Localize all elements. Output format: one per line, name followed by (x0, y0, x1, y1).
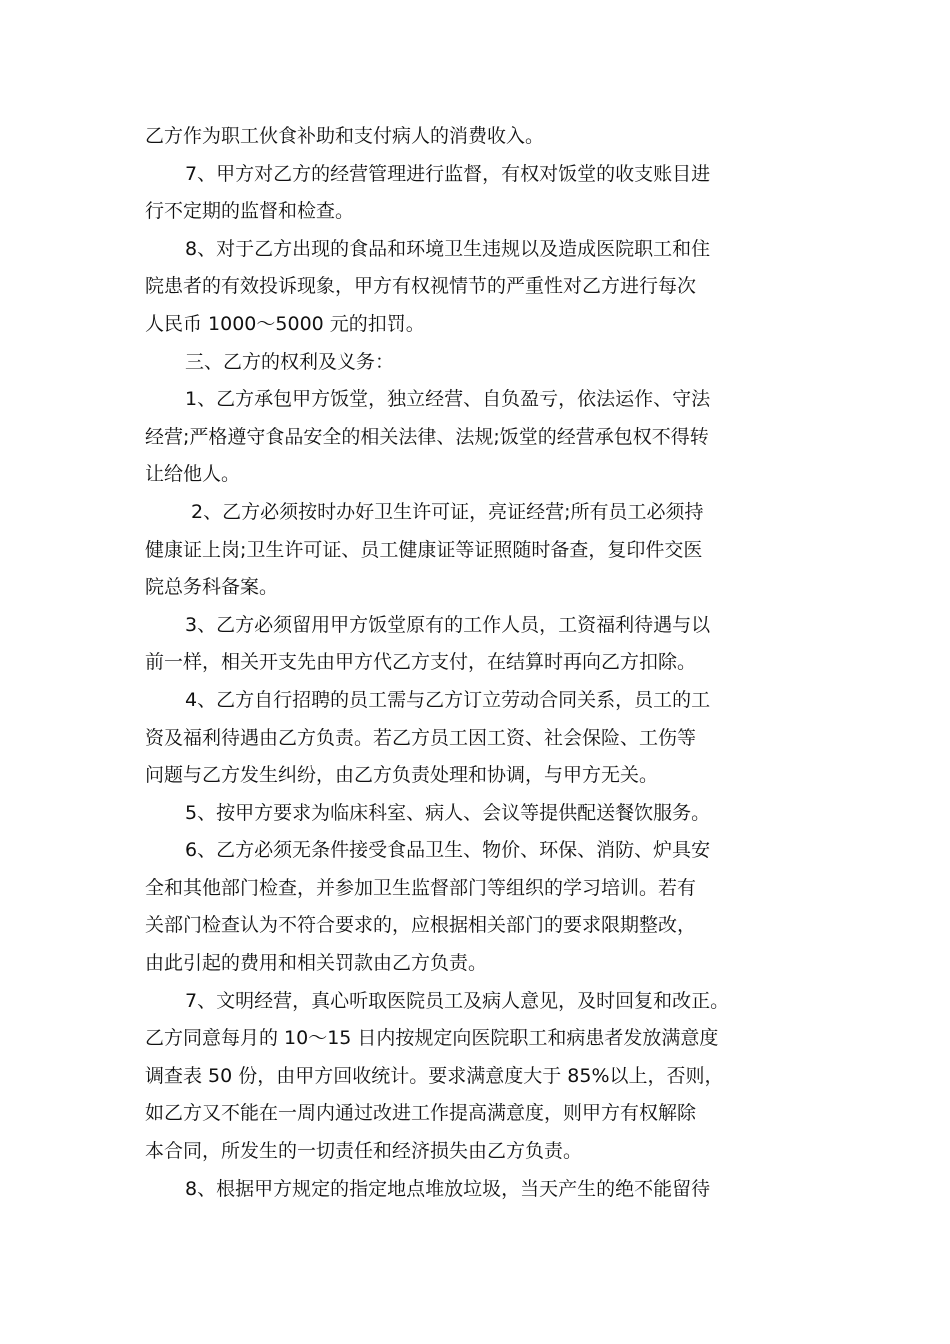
duty-8-first-line: 8、根据甲方规定的指定地点堆放垃圾，当天产生的绝不能留待 (185, 1177, 711, 1200)
text-line: 乙方作为职工伙食补助和支付病人的消费收入。 (145, 125, 545, 147)
text-line: 院总务科备案。 (145, 576, 279, 599)
duty-1-first-line: 1、乙方承包甲方饭堂，独立经营、自负盈亏，依法运作、守法 (185, 388, 711, 411)
duty-2-first-line: 2、乙方必须按时办好卫生许可证，亮证经营;所有员工必须持 (191, 500, 704, 523)
duty-6-first-line: 6、乙方必须无条件接受食品卫生、物价、环保、消防、炉具安 (185, 839, 711, 862)
text-line: 全和其他部门检查，并参加卫生监督部门等组织的学习培训。若有 (145, 876, 697, 899)
text-line: 人民币 1000～5000 元的扣罚。 (145, 312, 425, 335)
duty-7-first-line: 7、文明经营，真心听取医院员工及病人意见，及时回复和改正。 (185, 989, 730, 1012)
text-line: 关部门检查认为不符合要求的，应根据相关部门的要求限期整改， (145, 914, 697, 937)
clause-7-first-line: 7、甲方对乙方的经营管理进行监督，有权对饭堂的收支账目进 (185, 162, 711, 185)
text-line: 由此引起的费用和相关罚款由乙方负责。 (145, 952, 488, 975)
duty-4-first-line: 4、乙方自行招聘的员工需与乙方订立劳动合同关系，员工的工 (185, 688, 711, 711)
text-line: 让给他人。 (145, 463, 241, 486)
duty-3-first-line: 3、乙方必须留用甲方饭堂原有的工作人员，工资福利待遇与以 (185, 613, 711, 636)
document-page (145, 118, 825, 1208)
text-line: 资及福利待遇由乙方负责。若乙方员工因工资、社会保险、工伤等 (145, 726, 697, 749)
clause-8-first-line: 8、对于乙方出现的食品和环境卫生违规以及造成医院职工和住 (185, 237, 711, 260)
text-line: 院患者的有效投诉现象，甲方有权视情节的严重性对乙方进行每次 (145, 275, 697, 298)
text-line: 问题与乙方发生纠纷，由乙方负责处理和协调，与甲方无关。 (145, 764, 659, 787)
section-heading-3: 三、乙方的权利及义务： (185, 350, 395, 373)
text-line: 调查表 50 份，由甲方回收统计。要求满意度大于 85%以上，否则， (145, 1064, 724, 1087)
text-line: 健康证上岗;卫生许可证、员工健康证等证照随时备查，复印件交医 (145, 538, 703, 561)
text-line: 本合同，所发生的一切责任和经济损失由乙方负责。 (145, 1140, 583, 1163)
text-line: 经营;严格遵守食品安全的相关法律、法规;饭堂的经营承包权不得转 (145, 425, 709, 448)
text-line: 如乙方又不能在一周内通过改进工作提高满意度，则甲方有权解除 (145, 1102, 697, 1125)
text-line: 乙方同意每月的 10～15 日内按规定向医院职工和病患者发放满意度 (145, 1027, 719, 1050)
text-line: 前一样，相关开支先由甲方代乙方支付，在结算时再向乙方扣除。 (145, 651, 697, 674)
duty-5-line: 5、按甲方要求为临床科室、病人、会议等提供配送餐饮服务。 (185, 801, 711, 824)
text-line: 行不定期的监督和检查。 (145, 200, 355, 223)
